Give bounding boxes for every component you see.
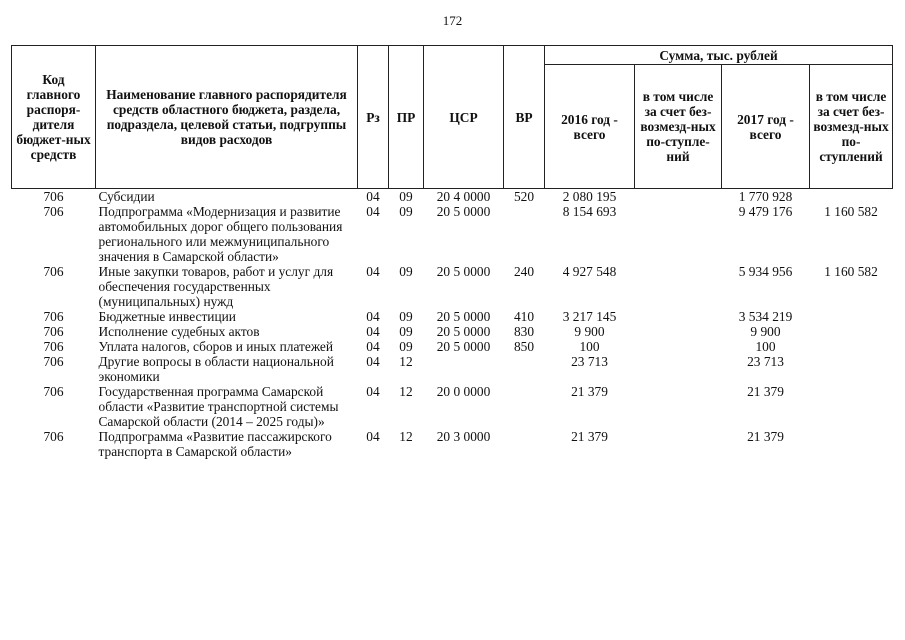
cell-code: 706 (43, 354, 64, 369)
cell-2016-free (635, 384, 722, 429)
table-row (12, 309, 893, 324)
cell-pr: 12 (399, 429, 413, 444)
header-code: Код главного распоря-дителя бюджет-ных средств (12, 46, 96, 189)
cell-2017-total: 21 379 (747, 429, 784, 444)
cell-rz: 04 (366, 264, 380, 279)
cell-rz: 04 (366, 429, 380, 444)
cell-2016-total: 21 379 (571, 429, 608, 444)
cell-code: 706 (43, 384, 64, 399)
cell-code: 706 (43, 264, 64, 279)
cell-rz: 04 (366, 189, 380, 204)
table-row (12, 384, 893, 429)
cell-name: Бюджетные инвестиции (98, 309, 236, 324)
cell-2016-free (635, 339, 722, 354)
cell-2017-total: 9 900 (750, 324, 781, 339)
cell-vr (504, 204, 545, 264)
cell-pr: 09 (399, 309, 413, 324)
cell-2017-free (810, 354, 893, 384)
page-number: 172 (442, 13, 463, 28)
cell-name: Государственная программа Самарской области «Развитие транспортной системы Самарской области (2014 – 2025 годы)» (98, 384, 339, 429)
cell-vr: 240 (513, 264, 535, 279)
cell-name: Подпрограмма «Модернизация и развитие автомобильных дорог общего пользования регионального или межмуниципального значения в Самарской области» (98, 204, 343, 264)
budget-table (11, 45, 893, 459)
cell-2016-total: 8 154 693 (562, 204, 617, 219)
table-row (12, 354, 893, 384)
cell-name: Иные закупки товаров, работ и услуг для обеспечения государственных (муниципальных) нужд (98, 264, 334, 309)
cell-name: Исполнение судебных актов (98, 324, 260, 339)
cell-2016-free (635, 354, 722, 384)
header-csr: ЦСР (424, 46, 504, 189)
cell-code: 706 (43, 204, 64, 219)
cell-pr: 09 (399, 324, 413, 339)
table-row (12, 204, 893, 264)
cell-csr: 20 4 0000 (436, 189, 491, 204)
header-2016-total: 2016 год - всего (545, 65, 635, 189)
cell-pr: 09 (399, 339, 413, 354)
cell-2016-total: 9 900 (574, 324, 605, 339)
cell-csr: 20 5 0000 (436, 324, 491, 339)
cell-rz: 04 (366, 354, 380, 369)
cell-name: Подпрограмма «Развитие пассажирского транспорта в Самарской области» (98, 429, 332, 459)
cell-2017-total: 21 379 (747, 384, 784, 399)
cell-2017-total: 9 479 176 (738, 204, 793, 219)
cell-2016-total: 100 (579, 339, 600, 354)
cell-pr: 09 (399, 264, 413, 279)
cell-csr: 20 3 0000 (436, 429, 491, 444)
cell-code: 706 (43, 339, 64, 354)
cell-vr (504, 354, 545, 384)
cell-vr: 410 (513, 309, 535, 324)
cell-pr: 09 (399, 204, 413, 219)
cell-vr (504, 429, 545, 459)
cell-csr: 20 5 0000 (436, 309, 491, 324)
cell-2016-free (635, 264, 722, 309)
cell-2016-free (635, 309, 722, 324)
header-name: Наименование главного распорядителя средств областного бюджета, раздела, подраздела, целевой статьи, подгруппы видов расходов (96, 46, 358, 189)
header-2017-total: 2017 год - всего (722, 65, 810, 189)
cell-vr: 830 (513, 324, 535, 339)
cell-2017-total: 100 (755, 339, 776, 354)
cell-2016-free (635, 324, 722, 339)
table-row (12, 429, 893, 459)
table-row (12, 324, 893, 339)
cell-2016-total: 2 080 195 (562, 189, 617, 204)
cell-csr: 20 5 0000 (436, 339, 491, 354)
cell-rz: 04 (366, 309, 380, 324)
cell-2016-free (635, 204, 722, 264)
cell-2017-total: 23 713 (747, 354, 784, 369)
cell-csr: 20 5 0000 (436, 204, 491, 219)
cell-code: 706 (43, 429, 64, 444)
header-vr: ВР (504, 46, 545, 189)
cell-csr: 20 0 0000 (436, 384, 491, 399)
cell-2016-total: 4 927 548 (562, 264, 617, 279)
cell-2017-free (810, 324, 893, 339)
cell-rz: 04 (366, 204, 380, 219)
header-pr: ПР (389, 46, 424, 189)
cell-pr: 12 (399, 354, 413, 369)
cell-csr (424, 354, 504, 384)
cell-2017-free (810, 189, 893, 205)
cell-vr: 520 (513, 189, 535, 204)
cell-2016-total: 21 379 (571, 384, 608, 399)
cell-2017-total: 1 770 928 (738, 189, 793, 204)
header-rz: Рз (358, 46, 389, 189)
cell-name: Субсидии (98, 189, 155, 204)
cell-2017-free (810, 309, 893, 324)
cell-2017-free: 1 160 582 (824, 264, 878, 279)
cell-2017-free (810, 339, 893, 354)
cell-2016-free (635, 429, 722, 459)
cell-2017-total: 3 534 219 (738, 309, 793, 324)
table-row (12, 264, 893, 309)
cell-2017-total: 5 934 956 (738, 264, 793, 279)
cell-name: Уплата налогов, сборов и иных платежей (98, 339, 334, 354)
cell-pr: 09 (399, 189, 413, 204)
cell-2016-total: 3 217 145 (562, 309, 617, 324)
header-2016-free: в том числе за счет без-возмезд-ных по-ступле-ний (635, 65, 722, 189)
cell-2016-total: 23 713 (571, 354, 608, 369)
cell-csr: 20 5 0000 (436, 264, 491, 279)
cell-vr (504, 384, 545, 429)
cell-code: 706 (43, 309, 64, 324)
cell-code: 706 (43, 189, 64, 204)
cell-rz: 04 (366, 324, 380, 339)
cell-2016-free (635, 189, 722, 205)
cell-2017-free (810, 384, 893, 429)
table-row (12, 339, 893, 354)
cell-pr: 12 (399, 384, 413, 399)
table-row (12, 189, 893, 205)
cell-rz: 04 (366, 384, 380, 399)
cell-2017-free: 1 160 582 (824, 204, 878, 219)
cell-name: Другие вопросы в области национальной экономики (98, 354, 334, 384)
cell-code: 706 (43, 324, 64, 339)
header-2017-free: в том числе за счет без-возмезд-ных по-ступлений (810, 65, 893, 189)
cell-vr: 850 (513, 339, 535, 354)
cell-2017-free (810, 429, 893, 459)
cell-rz: 04 (366, 339, 380, 354)
header-sum: Сумма, тыс. рублей (545, 46, 893, 65)
